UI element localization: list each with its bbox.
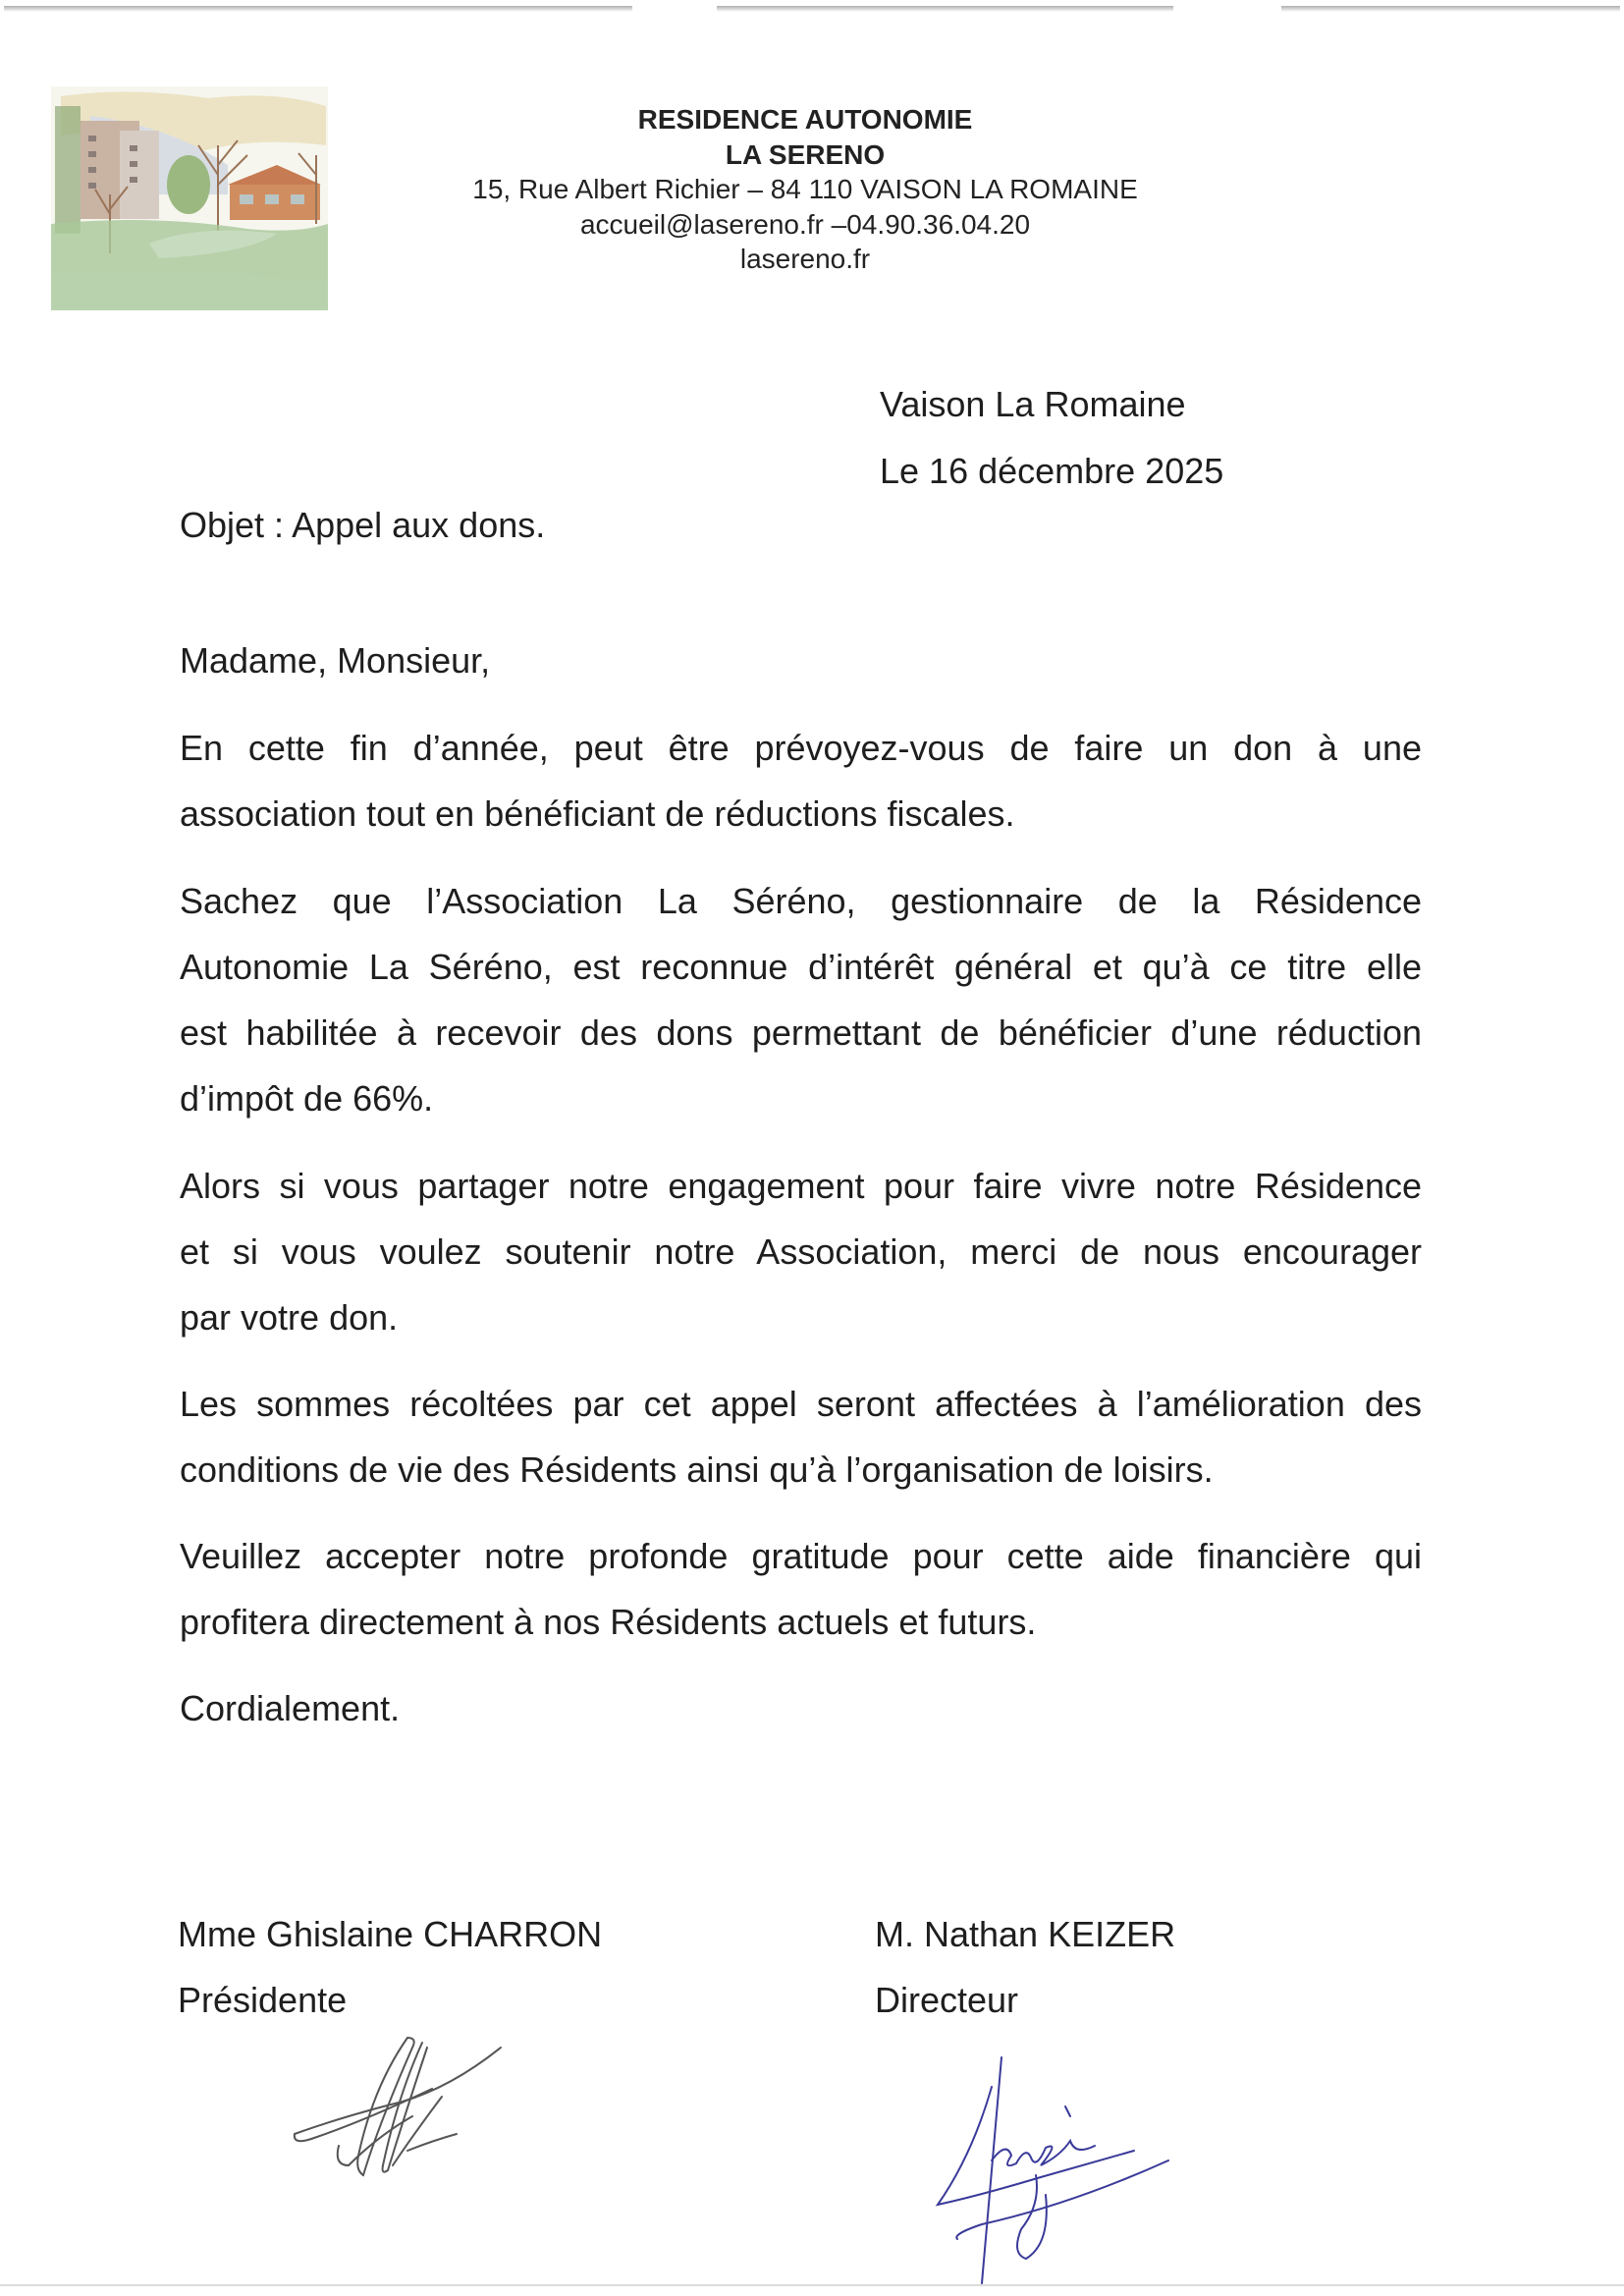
signatory-director [875, 1901, 1175, 2033]
scan-edge-bottom [0, 2284, 1624, 2286]
signatory-title: Présidente [178, 1980, 348, 2020]
text-line: conditions de vie des Résidents ainsi qu’à l’organisation de loisirs. [180, 1449, 1214, 1490]
place-date-block [880, 371, 1223, 505]
text-line: et si vous voulez soutenir notre Association, merci de nous encourager [180, 1231, 1422, 1272]
text-line: d’impôt de 66%. [180, 1078, 434, 1119]
text-line: Sachez que l’Association La Séréno, gestionnaire de la Résidence [180, 881, 1422, 921]
text-line: Veuillez accepter notre profonde gratitude pour cette aide financière qui [180, 1536, 1422, 1576]
residence-logo-image [51, 86, 328, 310]
paragraph-5 [180, 1523, 1422, 1655]
scan-edge-shadow [717, 6, 1173, 12]
organization-website: lasereno.fr [739, 244, 871, 274]
organization-type: RESIDENCE AUTONOMIE [637, 104, 973, 135]
signature-director [923, 2048, 1178, 2291]
letter-subject: Objet : Appel aux dons. [180, 505, 546, 545]
paragraph-3 [180, 1153, 1422, 1350]
letter-date: Le 16 décembre 2025 [880, 451, 1224, 491]
signatory-name: Mme Ghislaine CHARRON [178, 1914, 603, 1954]
text-line: Autonomie La Séréno, est reconnue d’intérêt général et qu’à ce titre elle [180, 947, 1422, 987]
scan-edge-shadow [1281, 6, 1620, 12]
closing: Cordialement. [180, 1688, 401, 1728]
organization-address: 15, Rue Albert Richier – 84 110 VAISON LA ROMAINE [472, 174, 1138, 204]
scan-edge-shadow [4, 6, 632, 12]
text-line: est habilitée à recevoir des dons permettant de bénéficier d’une réduction [180, 1012, 1422, 1053]
paragraph-2 [180, 868, 1422, 1131]
text-line: En cette fin d’année, peut être prévoyez-vous de faire un don à une [180, 728, 1422, 768]
salutation: Madame, Monsieur, [180, 640, 491, 681]
text-line: profitera directement à nos Résidents actuels et futurs. [180, 1602, 1037, 1642]
text-line: par votre don. [180, 1297, 399, 1338]
signatory-title: Directeur [875, 1980, 1019, 2020]
letterhead [412, 102, 1198, 277]
signature-president [285, 2028, 511, 2195]
paragraph-4 [180, 1371, 1422, 1503]
signatory-president [178, 1901, 602, 2033]
signatory-name: M. Nathan KEIZER [875, 1914, 1176, 1954]
paragraph-1 [180, 715, 1422, 847]
organization-contact: accueil@lasereno.fr –04.90.36.04.20 [579, 208, 1031, 240]
text-line: Alors si vous partager notre engagement pour faire vivre notre Résidence [180, 1166, 1422, 1206]
text-line: association tout en bénéficiant de réductions fiscales. [180, 793, 1015, 834]
text-line: Les sommes récoltées par cet appel seront affectées à l’amélioration des [180, 1384, 1422, 1424]
letter-place: Vaison La Romaine [880, 384, 1186, 424]
organization-name: LA SERENO [725, 138, 886, 170]
